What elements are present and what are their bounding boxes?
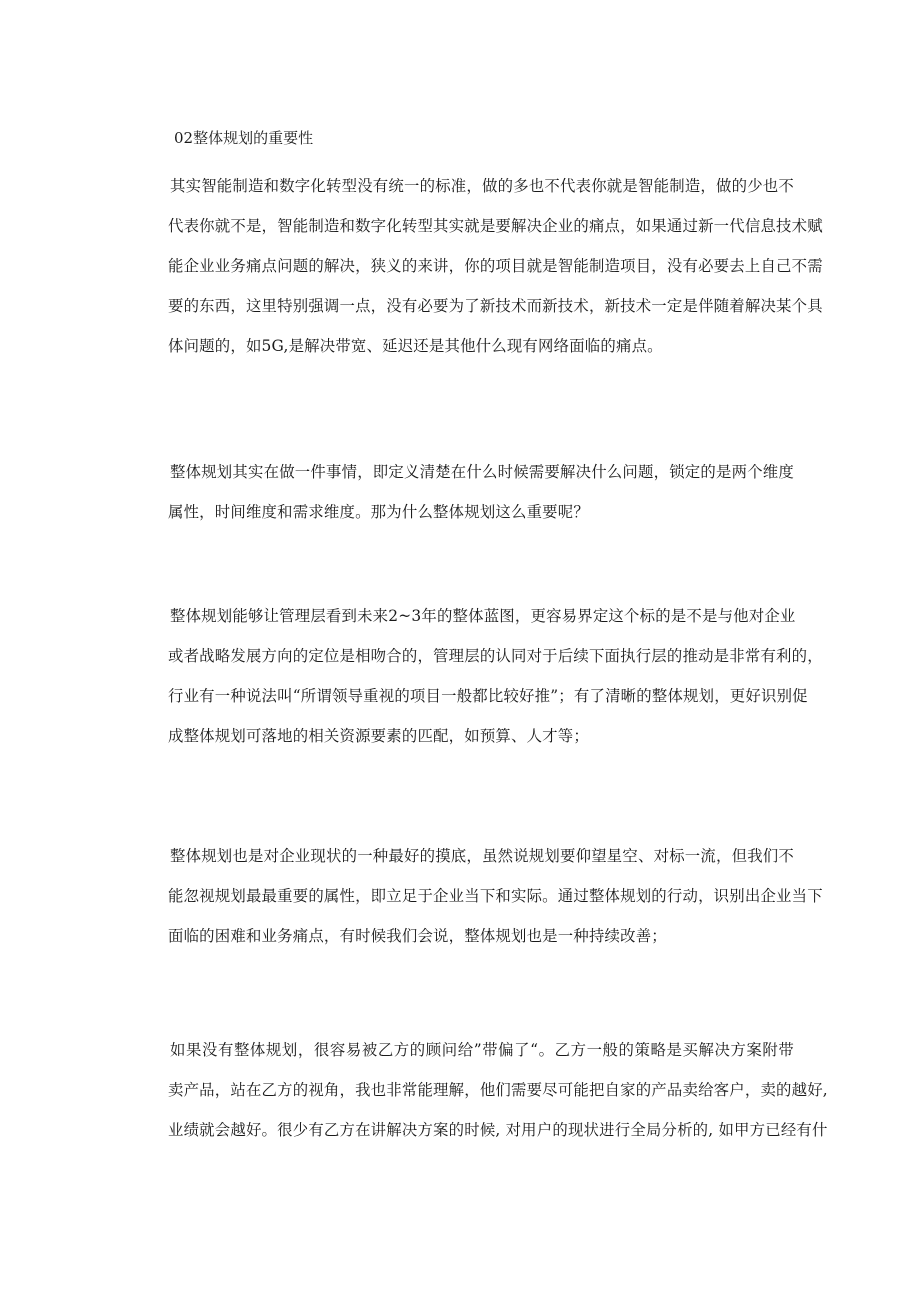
- paragraph-line: 整体规划能够让管理层看到未来2~3年的整体蓝图，更容易界定这个标的是不是与他对企业: [170, 607, 796, 625]
- paragraph-line: 如果没有整体规划，很容易被乙方的顾问给”带偏了“。乙方一般的策略是买解决方案附带: [170, 1041, 794, 1059]
- paragraph-line: 或者战略发展方向的定位是相吻合的，管理层的认同对于后续下面执行层的推动是非常有利的，: [168, 647, 823, 665]
- paragraph-line: 代表你就不是，智能制造和数字化转型其实就是要解决企业的痛点，如果通过新一代信息技术赋: [168, 217, 823, 235]
- paragraph-line: 能企业业务痛点问题的解决，狭义的来讲，你的项目就是智能制造项目，没有必要去上自己不需: [168, 257, 823, 275]
- paragraph-line: 属性，时间维度和需求维度。那为什么整体规划这么重要呢？: [168, 503, 589, 521]
- paragraph-1: [168, 166, 823, 366]
- paragraph-line: 行业有一种说法叫“所谓领导重视的项目一般都比较好推”；有了清晰的整体规划，更好识别促: [168, 687, 808, 705]
- paragraph-line: 要的东西，这里特别强调一点，没有必要为了新技术而新技术，新技术一定是伴随着解决某个具: [168, 297, 823, 315]
- paragraph-line: 能忽视规划最最重要的属性，即立足于企业当下和实际。通过整体规划的行动，识别出企业当下: [168, 887, 823, 905]
- paragraph-line: 其实智能制造和数字化转型没有统一的标准，做的多也不代表你就是智能制造，做的少也不: [170, 177, 794, 195]
- paragraph-line: 体问题的，如5G,是解决带宽、延迟还是其他什么现有网络面临的痛点。: [168, 337, 663, 355]
- paragraph-line: 整体规划也是对企业现状的一种最好的摸底，虽然说规划要仰望星空、对标一流，但我们不: [170, 847, 794, 865]
- paragraph-line: 成整体规划可落地的相关资源要素的匹配，如预算、人才等；: [168, 727, 589, 745]
- section-heading: 02整体规划的重要性: [174, 129, 314, 147]
- paragraph-line: 卖产品，站在乙方的视角，我也非常能理解，他们需要尽可能把自家的产品卖给客户，卖的越好,: [168, 1081, 828, 1099]
- paragraph-line: 整体规划其实在做一件事情，即定义清楚在什么时候需要解决什么问题，锁定的是两个维度: [170, 463, 794, 481]
- paragraph-5: [168, 1030, 828, 1150]
- paragraph-4: [168, 836, 823, 956]
- paragraph-line: 业绩就会越好。很少有乙方在讲解决方案的时候, 对用户的现状进行全局分析的, 如甲方已经有什: [168, 1121, 828, 1139]
- paragraph-line: 面临的困难和业务痛点，有时候我们会说，整体规划也是一种持续改善；: [168, 927, 667, 945]
- paragraph-2: [170, 452, 794, 532]
- paragraph-3: [168, 596, 823, 756]
